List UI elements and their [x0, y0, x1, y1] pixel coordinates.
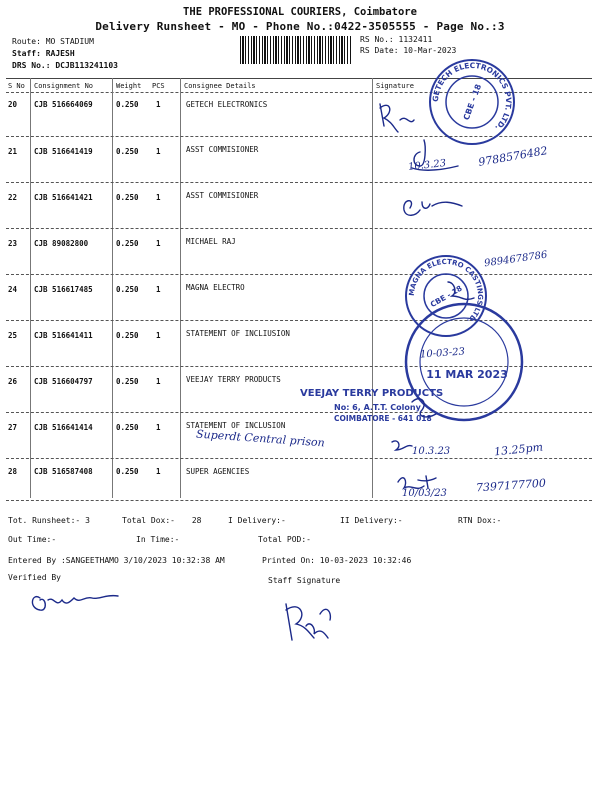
col-pcs: PCS: [152, 82, 165, 90]
row-weight: 0.250: [116, 467, 139, 476]
in-time: In Time:-: [136, 535, 180, 544]
runsheet-title: Delivery Runsheet - MO - Phone No.:0422-3505555 - Page No.:3: [95, 20, 505, 33]
row-consignee: ASST COMMISIONER: [186, 145, 259, 154]
magna-stamp: [406, 256, 486, 336]
total-pod: Total POD:-: [258, 535, 311, 544]
row-consignee: MAGNA ELECTRO: [186, 283, 245, 292]
row-weight: 0.250: [116, 377, 139, 386]
veejay-line2: No: 6, A.T.T. Colony: [334, 403, 421, 412]
row-pcs: 1: [156, 147, 161, 156]
signature-row27: [392, 441, 412, 450]
total-dox-label: Total Dox:-: [122, 516, 175, 525]
getech-ring-text: GETECH ELECTRONICS PVT. LTD.: [430, 60, 514, 133]
hand-r23-phone: 9894678786: [483, 249, 549, 270]
signature-row28: [398, 476, 436, 488]
col-signature: Signature: [376, 82, 414, 90]
total-dox-value: 28: [191, 516, 202, 525]
row-consignment: CJB 516587408: [34, 467, 93, 476]
row-consignee: SUPER AGENCIES: [186, 467, 250, 476]
row-consignee: VEEJAY TERRY PRODUCTS: [186, 375, 281, 384]
route-value: MO STADIUM: [45, 37, 94, 46]
row-pcs: 1: [156, 100, 161, 109]
out-time: Out Time:-: [8, 535, 57, 544]
row-consignee: GETECH ELECTRONICS: [186, 100, 268, 109]
row-sno: 25: [8, 331, 18, 340]
row-pcs: 1: [156, 423, 161, 432]
rs-no-label: RS No.:: [360, 35, 394, 44]
hand-r26-date: 10-03-23: [419, 346, 466, 361]
row-sno: 24: [8, 285, 18, 294]
row-weight: 0.250: [116, 147, 139, 156]
drs-value: DCJB113241103: [55, 61, 118, 70]
staff-signature: [286, 604, 330, 640]
staff-label: Staff:: [12, 49, 41, 58]
rtn-dox: RTN Dox:-: [458, 516, 502, 525]
company-title: THE PROFESSIONAL COURIERS, Coimbatore: [183, 6, 417, 18]
row-weight: 0.250: [116, 193, 139, 202]
row-sno: 28: [8, 467, 18, 476]
magna-center-text: CBE - 18: [428, 283, 464, 310]
veejay-stamp: [300, 388, 443, 423]
getech-stamp: [430, 60, 514, 144]
hand-r27-date: 10.3.23: [412, 446, 451, 457]
row-pcs: 1: [156, 239, 161, 248]
row-sno: 22: [8, 193, 18, 202]
row-consignee: STATEMENT OF INCLUSION: [186, 421, 286, 430]
veejay-line3: COIMBATORE - 641 018: [334, 414, 432, 423]
row-consignment: CJB 516641419: [34, 147, 93, 156]
verified-by-signature: [32, 596, 118, 611]
row-weight: 0.250: [116, 423, 139, 432]
drs-label: DRS No.:: [12, 61, 51, 70]
row-consignee: STATEMENT OF INCLIUSION: [186, 329, 290, 338]
hand-r27-time: 13.25pm: [493, 440, 544, 459]
rs-date-value: 10-Mar-2023: [403, 46, 457, 55]
entered-by: Entered By :SANGEETHAMO 3/10/2023 10:32:38 AM: [8, 556, 225, 565]
i-delivery: I Delivery:-: [228, 516, 286, 525]
row-consignment: CJB 516641414: [34, 423, 93, 432]
row-weight: 0.250: [116, 100, 139, 109]
row-weight: 0.250: [116, 331, 139, 340]
col-sno: S No: [8, 82, 25, 90]
row-consignment: CJB 516641421: [34, 193, 93, 202]
signature-row20: [380, 104, 414, 132]
hand-r21-phone: 9788576482: [477, 144, 549, 169]
row-pcs: 1: [156, 285, 161, 294]
row-weight: 0.250: [116, 239, 139, 248]
magna-ring-text: MAGNA ELECTRO CASTINGS LTD.: [407, 257, 485, 326]
row-sno: 20: [8, 100, 18, 109]
row-consignee: ASST COMMISIONER: [186, 191, 259, 200]
printed-on: Printed On: 10-03-2023 10:32:46: [262, 556, 412, 565]
rs-date-label: RS Date:: [360, 46, 399, 55]
row-sno: 23: [8, 239, 18, 248]
row-consignment: CJB 89082800: [34, 239, 89, 248]
getech-center-text: CBE - 18: [461, 83, 484, 122]
hand-r28-phone: 7397177700: [475, 476, 547, 495]
row-consignee: MICHAEL RAJ: [186, 237, 236, 246]
route-label: Route:: [12, 37, 41, 46]
hand-r28-date: 10/03/23: [402, 488, 447, 499]
col-consignee: Consignee Details: [184, 82, 256, 90]
row-consignment: CJB 516604797: [34, 377, 93, 386]
col-consignment: Consignment No: [34, 82, 94, 90]
rs-no-value: 1132411: [398, 35, 433, 44]
row-consignment: CJB 516617485: [34, 285, 93, 294]
row-weight: 0.250: [116, 285, 139, 294]
veejay-line1: VEEJAY TERRY PRODUCTS: [300, 388, 444, 399]
row-pcs: 1: [156, 193, 161, 202]
row-pcs: 1: [156, 467, 161, 476]
date-stamp-text: 11 MAR 2023: [426, 368, 508, 381]
staff-signature-label: Staff Signature: [268, 576, 341, 585]
signature-row22: [404, 201, 462, 216]
row-consignment: CJB 516664069: [34, 100, 93, 109]
hand-r27-text: Superdt Central prison: [195, 427, 326, 450]
tot-runsheet: Tot. Runsheet:- 3: [8, 516, 90, 525]
row-sno: 21: [8, 147, 18, 156]
hand-r21-date: 10.3.23: [407, 158, 447, 173]
row-sno: 27: [8, 423, 18, 432]
row-consignment: CJB 516641411: [34, 331, 93, 340]
col-weight: Weight: [116, 82, 142, 90]
row-pcs: 1: [156, 377, 161, 386]
total-dox: [122, 516, 201, 525]
row-sno: 26: [8, 377, 18, 386]
verified-by-label: Verified By: [8, 573, 61, 582]
row-pcs: 1: [156, 331, 161, 340]
ii-delivery: II Delivery:-: [340, 516, 403, 525]
staff-value: RAJESH: [45, 49, 75, 58]
